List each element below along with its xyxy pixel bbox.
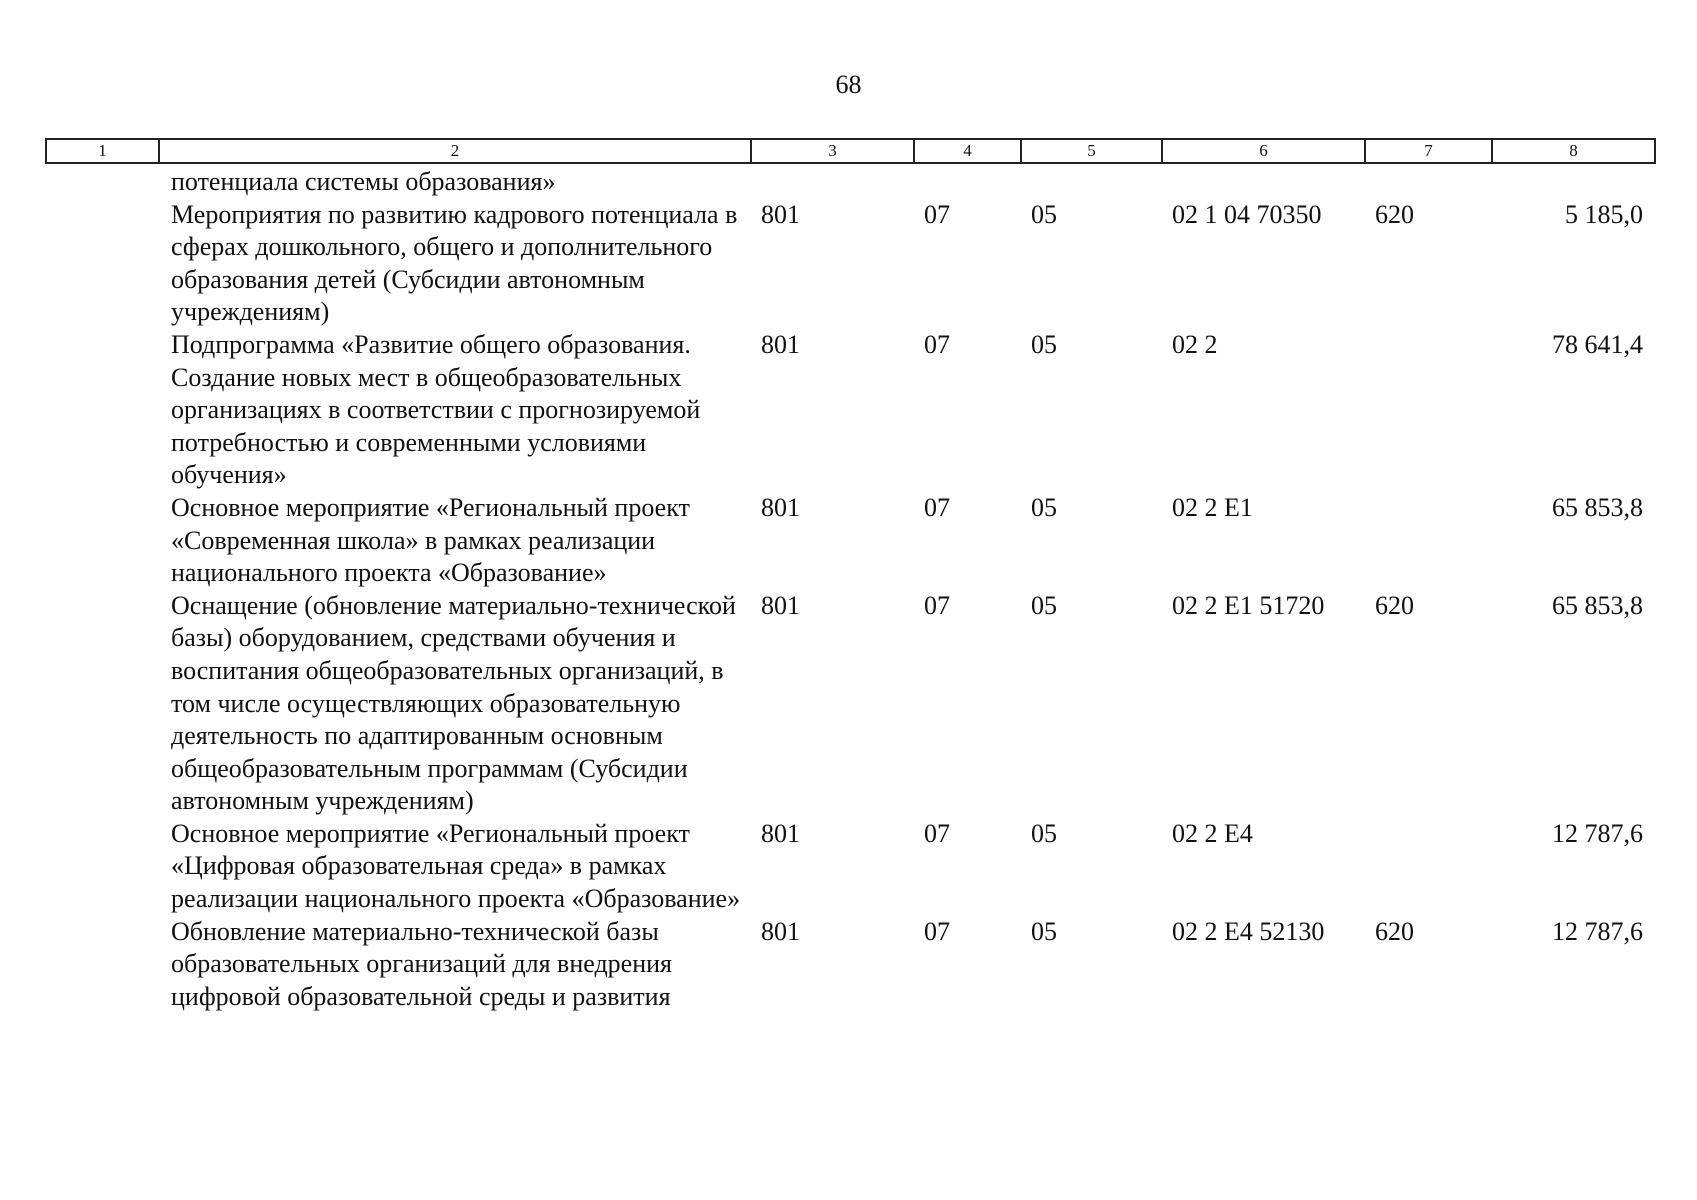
table-row: [46, 818, 1655, 916]
item-name: Подпрограмма «Развитие общего образования. Создание новых мест в общеобразовательных организациях в соответствии с прогнозируемой потребностью и современными условиями обучения»: [171, 329, 701, 490]
grbs-code: [751, 163, 914, 199]
expense-type-code: 620: [1375, 590, 1414, 620]
grbs-code: 801: [761, 818, 800, 848]
expense-type-code: [1365, 492, 1492, 590]
column-header: 4: [914, 139, 1021, 163]
item-name: потенциала системы образования»: [171, 167, 556, 196]
column-header: 7: [1365, 139, 1492, 163]
grbs-code: 801: [761, 590, 800, 620]
table-row: [46, 199, 1655, 329]
subsection-code: 05: [1031, 329, 1057, 359]
target-article-code: 02 2 E4: [1172, 818, 1253, 848]
budget-table: [45, 138, 1656, 1013]
column-number-header: [46, 139, 1655, 163]
item-name: Мероприятия по развитию кадрового потенциала в сферах дошкольного, общего и дополнительного образования детей (Субсидии автономным учреждениям): [171, 199, 738, 327]
subsection-code: 05: [1031, 916, 1057, 946]
grbs-code: 801: [761, 329, 800, 359]
grbs-code: 801: [761, 199, 800, 229]
grbs-code: 801: [761, 916, 800, 946]
subsection-code: 05: [1031, 590, 1057, 620]
section-code: 07: [924, 916, 950, 946]
column-header: 1: [46, 139, 159, 163]
item-name: Обновление материально-технической базы образовательных организаций для внедрения цифровой образовательной среды и развития: [171, 916, 672, 1011]
target-article-code: [1162, 163, 1365, 199]
subsection-code: [1021, 163, 1162, 199]
expense-type-code: 620: [1375, 199, 1414, 229]
row-index-cell: [46, 199, 159, 329]
row-index-cell: [46, 329, 159, 492]
amount-value: 65 853,8: [1552, 590, 1643, 620]
row-index-cell: [46, 492, 159, 590]
section-code: 07: [924, 590, 950, 620]
column-header: 5: [1021, 139, 1162, 163]
amount-value: 65 853,8: [1552, 492, 1643, 522]
amount-value: 12 787,6: [1552, 916, 1643, 946]
target-article-code: 02 1 04 70350: [1172, 199, 1322, 229]
table-row: [46, 163, 1655, 199]
table-row: [46, 590, 1655, 818]
expense-type-code: [1365, 818, 1492, 916]
target-article-code: 02 2: [1172, 329, 1218, 359]
section-code: 07: [924, 329, 950, 359]
target-article-code: 02 2 E1: [1172, 492, 1253, 522]
item-name: Основное мероприятие «Региональный проект «Современная школа» в рамках реализации национального проекта «Образование»: [171, 492, 690, 588]
expense-type-code: [1365, 329, 1492, 492]
amount-value: [1492, 163, 1655, 199]
row-index-cell: [46, 590, 159, 818]
row-index-cell: [46, 916, 159, 1014]
table-row: [46, 916, 1655, 1014]
subsection-code: 05: [1031, 199, 1057, 229]
target-article-code: 02 2 E1 51720: [1172, 590, 1325, 620]
column-header: 3: [751, 139, 914, 163]
expense-type-code: 620: [1375, 916, 1414, 946]
section-code: 07: [924, 199, 950, 229]
amount-value: 12 787,6: [1552, 818, 1643, 848]
table-row: [46, 329, 1655, 492]
section-code: 07: [924, 492, 950, 522]
row-index-cell: [46, 818, 159, 916]
expense-type-code: [1365, 163, 1492, 199]
item-name: Оснащение (обновление материально-технической базы) оборудованием, средствами обучения и воспитания общеобразовательных организаций, в том числе осуществляющих образовательную деятельность по адаптированным основным общеобразовательным программам (Субсидии автономным учреждениям): [171, 590, 736, 816]
section-code: 07: [924, 818, 950, 848]
section-code: [914, 163, 1021, 199]
amount-value: 5 185,0: [1565, 199, 1643, 229]
table-row: [46, 492, 1655, 590]
subsection-code: 05: [1031, 492, 1057, 522]
subsection-code: 05: [1031, 818, 1057, 848]
column-header: 2: [159, 139, 751, 163]
grbs-code: 801: [761, 492, 800, 522]
target-article-code: 02 2 E4 52130: [1172, 916, 1325, 946]
item-name: Основное мероприятие «Региональный проект «Цифровая образовательная среда» в рамках реализации национального проекта «Образование»: [171, 818, 741, 914]
amount-value: 78 641,4: [1552, 329, 1643, 359]
column-header: 6: [1162, 139, 1365, 163]
page-number: 68: [835, 70, 862, 99]
row-index-cell: [46, 163, 159, 199]
column-header: 8: [1492, 139, 1655, 163]
